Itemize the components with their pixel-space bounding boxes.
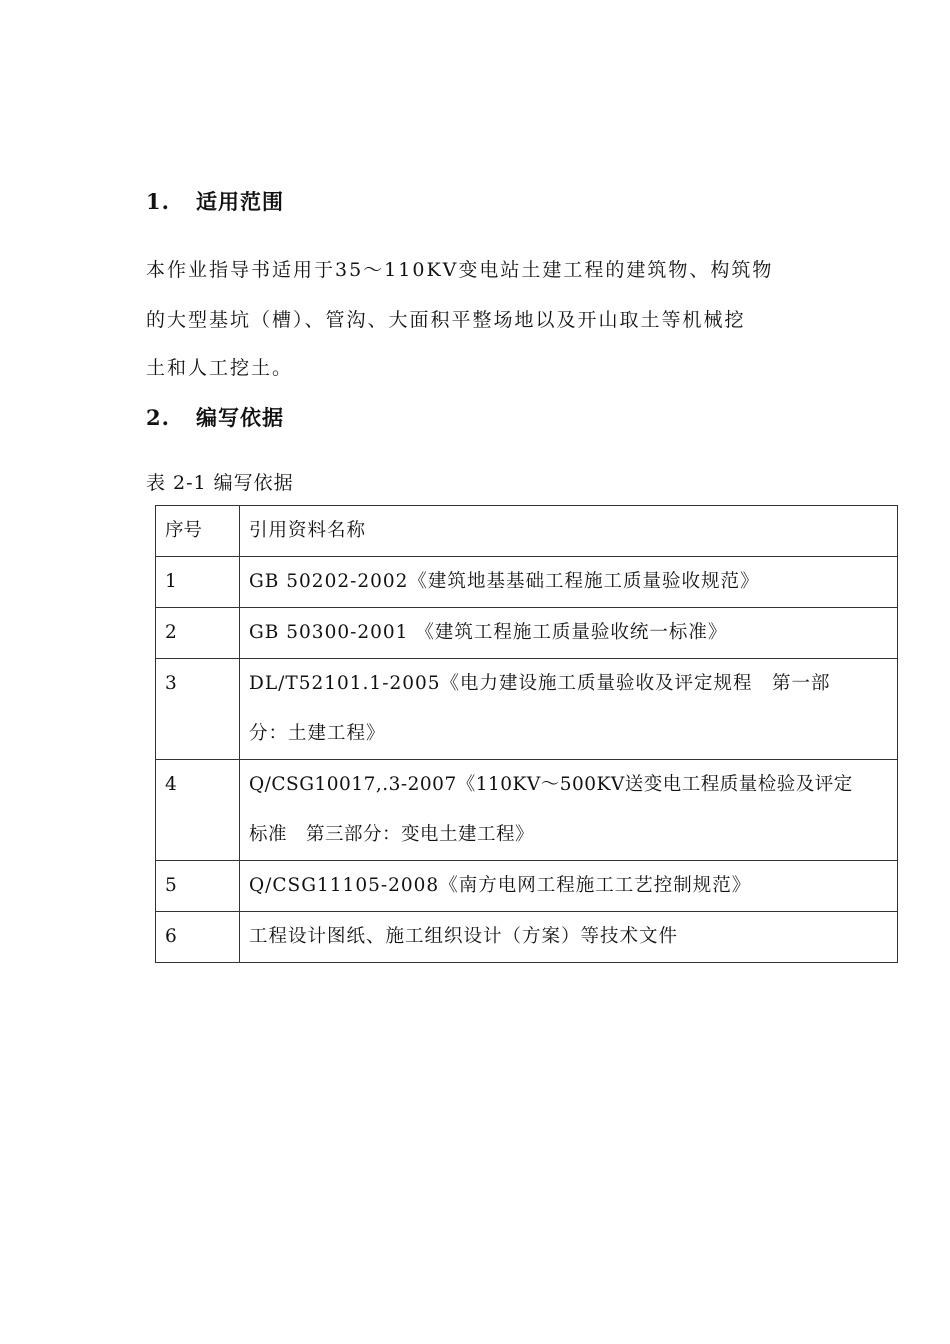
row-reference-name [240,557,898,608]
row-number: 4 [156,760,240,861]
section-2-number: 2. [146,405,170,430]
row-reference-name [240,861,898,912]
header-reference-name: 引用资料名称 [240,506,898,557]
reference-line: DL/T52101.1-2005《电力建设施工质量验收及评定规程 第一部 [249,673,831,694]
reference-line: 分：土建工程》 [249,723,386,744]
table-row [156,608,898,659]
reference-line: GB 50202-2002《建筑地基基础工程施工质量验收规范》 [249,571,760,592]
row-number: 3 [156,659,240,760]
table-row [156,659,898,760]
row-reference-name [240,760,898,861]
row-reference-name [240,608,898,659]
table-row [156,912,898,963]
row-number: 1 [156,557,240,608]
row-reference-name [240,659,898,760]
section-1-line-2: 的大型基坑（槽）、管沟、大面积平整场地以及开山取土等机械挖 [146,309,746,331]
row-number: 5 [156,861,240,912]
table-row [156,760,898,861]
section-1-heading [146,186,284,216]
section-1-line-1: 本作业指导书适用于35～110KV变电站土建工程的建筑物、构筑物 [146,259,774,281]
row-number: 2 [156,608,240,659]
reference-line: 工程设计图纸、施工组织设计（方案）等技术文件 [249,926,679,947]
reference-line: Q/CSG10017,.3-2007《110KV～500KV送变电工程质量检验及评定 [249,774,853,795]
section-1-line-3: 土和人工挖土。 [146,357,294,379]
table-header-row [156,506,898,557]
reference-line: 标准 第三部分：变电土建工程》 [249,824,535,845]
row-number: 6 [156,912,240,963]
reference-line: GB 50300-2001 《建筑工程施工质量验收统一标准》 [249,622,728,643]
section-1-number: 1. [146,189,170,214]
table-row [156,557,898,608]
reference-line: Q/CSG11105-2008《南方电网工程施工工艺控制规范》 [249,875,752,896]
table-caption: 表 2-1 编写依据 [146,472,294,494]
section-2-title: 编写依据 [196,405,284,430]
section-1-title: 适用范围 [196,189,284,214]
row-reference-name [240,912,898,963]
table-row [156,861,898,912]
header-number: 序号 [156,506,240,557]
section-2-heading [146,402,284,432]
reference-table [155,505,898,963]
